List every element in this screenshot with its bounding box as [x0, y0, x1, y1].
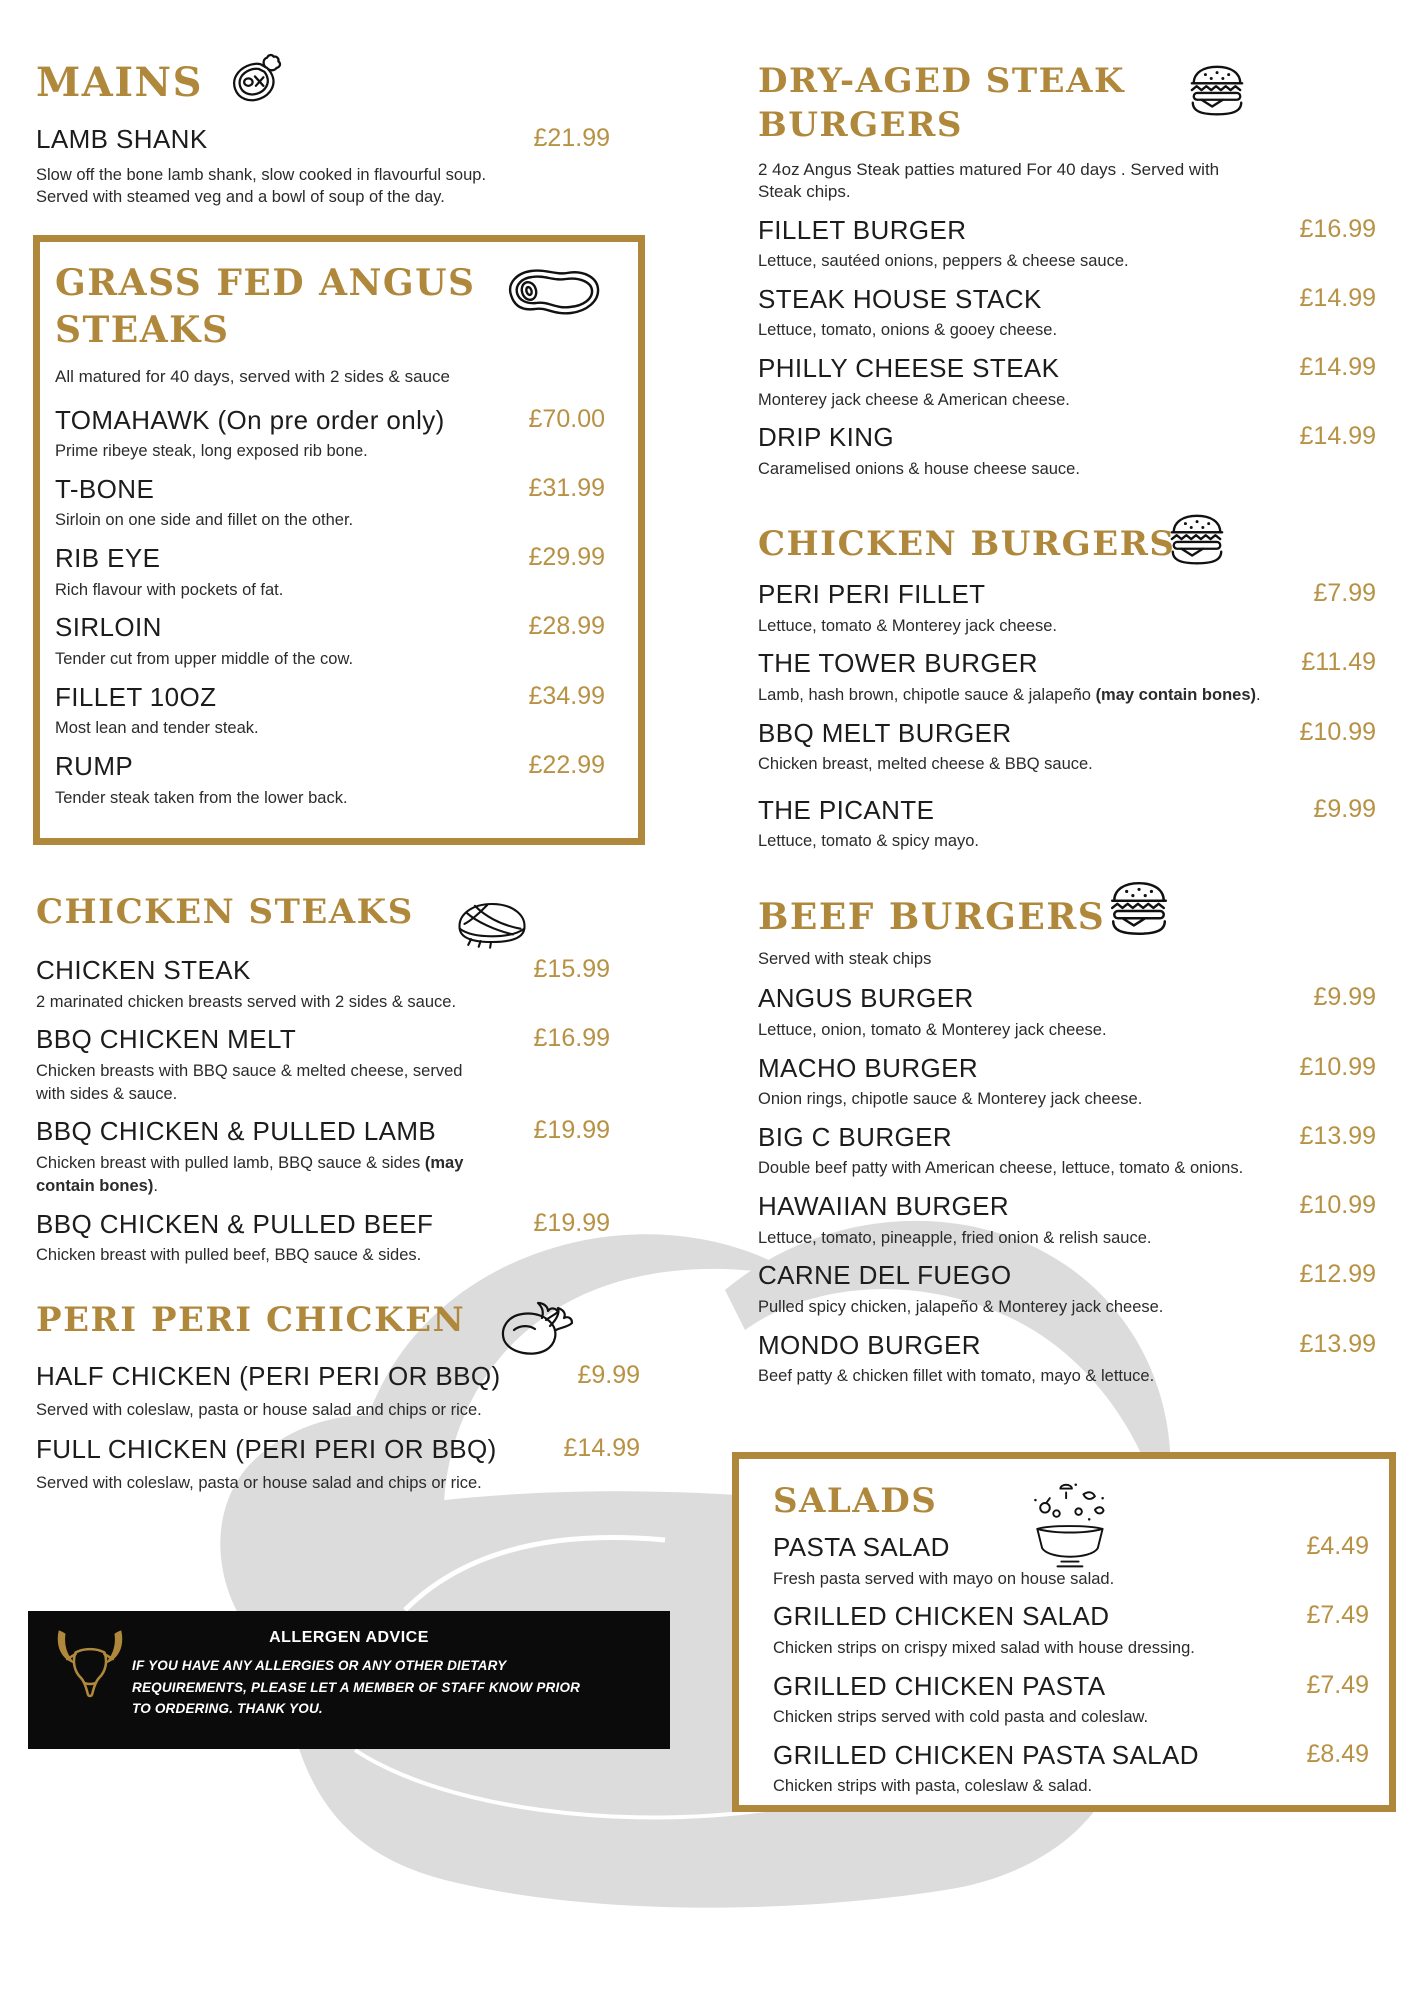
item-desc: Fresh pasta served with mayo on house salad.	[773, 1569, 1115, 1588]
item-price: £22.99	[528, 751, 605, 780]
item-name: THE PICANTE	[758, 794, 935, 825]
item-name: ANGUS BURGER	[758, 983, 974, 1014]
menu-item	[55, 681, 605, 740]
item-price: £14.99	[1299, 353, 1376, 382]
item-desc: Rich flavour with pockets of fat.	[55, 580, 284, 599]
menu-item	[36, 954, 648, 1013]
section-title-dry-aged: DRY-AGED STEAK BURGERS	[758, 61, 1126, 146]
section-title-beef-burgers: BEEF BURGERS	[758, 896, 1106, 938]
item-desc: Lettuce, onion, tomato & Monterey jack cheese.	[758, 1020, 1107, 1039]
item-price: £16.99	[1299, 214, 1376, 243]
item-name: BBQ CHICKEN & PULLED BEEF	[36, 1208, 434, 1239]
bull-logo-icon	[52, 1625, 128, 1705]
item-desc: Lettuce, tomato, pineapple, fried onion & relish sauce.	[758, 1228, 1152, 1247]
item-price: £14.99	[1299, 422, 1376, 451]
menu-item	[36, 123, 648, 209]
section-title-peri-peri: PERI PERI CHICKEN	[36, 1300, 466, 1340]
item-name: GRILLED CHICKEN SALAD	[773, 1601, 1110, 1632]
item-price: £12.99	[1299, 1260, 1376, 1289]
item-name: CARNE DEL FUEGO	[758, 1260, 1012, 1291]
menu-item	[758, 647, 1376, 706]
section-peri-peri-chicken	[36, 1288, 648, 1495]
item-name: FILLET 10OZ	[55, 681, 217, 712]
item-desc: Pulled spicy chicken, jalapeño & Monterey jack cheese.	[758, 1297, 1164, 1316]
allergen-body: IF YOU HAVE ANY ALLERGIES OR ANY OTHER DIETARY REQUIREMENTS, PLEASE LET A MEMBER OF STAFF KNOW PRIOR TO ORDERING. THANK YOU.	[132, 1658, 581, 1717]
item-name: BIG C BURGER	[758, 1121, 953, 1152]
item-desc: Caramelised onions & house cheese sauce.	[758, 459, 1080, 478]
menu-item	[758, 1052, 1376, 1111]
section-title-chicken-steaks: CHICKEN STEAKS	[36, 892, 414, 932]
item-name: HALF CHICKEN (PERI PERI OR BBQ)	[36, 1361, 501, 1392]
section-title-chicken-burgers: CHICKEN BURGERS	[758, 524, 1176, 564]
menu-item	[773, 1670, 1369, 1729]
menu-item	[55, 611, 605, 670]
item-price: £19.99	[533, 1208, 610, 1237]
item-desc: Prime ribeye steak, long exposed rib bone.	[55, 442, 368, 461]
item-price: £10.99	[1299, 1191, 1376, 1220]
item-name: GRILLED CHICKEN PASTA SALAD	[773, 1739, 1199, 1770]
item-desc: Most lean and tender steak.	[55, 719, 259, 738]
item-name: LAMB SHANK	[36, 124, 208, 154]
burger-icon	[1166, 512, 1228, 570]
item-desc: Lettuce, sautéed onions, peppers & cheese sauce.	[758, 252, 1129, 271]
item-price: £21.99	[533, 124, 610, 152]
ham-icon	[224, 53, 284, 113]
item-desc: Slow off the bone lamb shank, slow cooked in flavourful soup. Served with steamed veg and a bowl of soup of the day.	[36, 165, 487, 207]
salad-bowl-icon	[1023, 1479, 1115, 1575]
item-desc	[36, 1152, 501, 1198]
item-price: £70.00	[528, 404, 605, 433]
item-name: HAWAIIAN BURGER	[758, 1191, 1010, 1222]
item-name: MONDO BURGER	[758, 1329, 981, 1360]
item-name: PERI PERI FILLET	[758, 579, 986, 610]
item-desc: Chicken breasts with BBQ sauce & melted cheese, served with sides & sauce.	[36, 1061, 463, 1103]
menu-item	[758, 794, 1376, 853]
item-desc	[758, 684, 1376, 707]
item-name: T-BONE	[55, 473, 155, 504]
section-mains	[36, 45, 648, 209]
section-grass-fed-steaks	[33, 235, 645, 845]
section-subtitle: Served with steak chips	[758, 949, 932, 968]
section-chicken-steaks	[36, 880, 648, 1267]
item-price: £14.99	[1299, 283, 1376, 312]
item-desc-bold: (may contain bones)	[1095, 685, 1257, 704]
item-price: £9.99	[1313, 794, 1376, 823]
item-price: £16.99	[533, 1024, 610, 1053]
section-subtitle: 2 4oz Angus Steak patties matured For 40 days . Served with Steak chips.	[758, 160, 1220, 202]
menu-item	[36, 1115, 648, 1197]
item-desc: Chicken strips served with cold pasta and coleslaw.	[773, 1708, 1149, 1727]
burger-icon	[1106, 880, 1172, 940]
item-name: FILLET BURGER	[758, 214, 967, 245]
item-price: £19.99	[533, 1116, 610, 1145]
item-desc-text: Lamb, hash brown, chipotle sauce & jalapeño	[758, 685, 1096, 704]
item-name: FULL CHICKEN (PERI PERI OR BBQ)	[36, 1434, 497, 1465]
item-desc-bold: (may contain bones)	[36, 1153, 464, 1195]
item-desc: Beef patty & chicken fillet with tomato, mayo & lettuce.	[758, 1367, 1155, 1386]
item-desc: Onion rings, chipotle sauce & Monterey jack cheese.	[758, 1090, 1143, 1108]
item-desc: Double beef patty with American cheese, lettuce, tomato & onions.	[758, 1159, 1244, 1178]
item-name: RUMP	[55, 751, 134, 782]
item-name: RIB EYE	[55, 543, 161, 574]
item-price: £14.99	[563, 1434, 640, 1463]
section-dry-aged-burgers	[758, 45, 1376, 481]
item-name: CHICKEN STEAK	[36, 955, 251, 986]
menu-item	[55, 473, 605, 532]
section-chicken-burgers	[758, 508, 1376, 853]
menu-item	[36, 1433, 648, 1494]
menu-item	[773, 1739, 1369, 1798]
item-desc: Monterey jack cheese & American cheese.	[758, 390, 1070, 409]
item-name: PHILLY CHEESE STEAK	[758, 353, 1060, 384]
menu-item	[758, 1259, 1376, 1318]
menu-item	[36, 1360, 648, 1421]
menu-item	[55, 404, 605, 463]
item-desc: Chicken strips on crispy mixed salad with house dressing.	[773, 1638, 1195, 1657]
item-name: THE TOWER BURGER	[758, 648, 1038, 679]
menu-item	[758, 1329, 1376, 1388]
item-desc-text: .	[153, 1176, 158, 1195]
menu-item	[55, 542, 605, 601]
section-beef-burgers	[758, 880, 1376, 1388]
menu-item	[55, 750, 605, 809]
menu-item	[758, 214, 1376, 273]
menu-item	[773, 1600, 1369, 1659]
item-price: £29.99	[528, 543, 605, 572]
burger-icon	[1186, 63, 1248, 121]
item-price: £9.99	[1313, 983, 1376, 1012]
section-title-grass-fed: GRASS FED ANGUS STEAKS	[55, 262, 476, 351]
menu-item	[36, 1023, 648, 1105]
item-price: £4.49	[1306, 1532, 1369, 1561]
chicken-steak-icon	[454, 896, 530, 950]
section-title-mains: MAINS	[36, 59, 203, 106]
item-desc: Chicken strips with pasta, coleslaw & salad.	[773, 1777, 1093, 1796]
item-name: STEAK HOUSE STACK	[758, 283, 1042, 314]
menu-item	[758, 421, 1376, 480]
menu-item	[758, 578, 1376, 637]
item-price: £13.99	[1299, 1329, 1376, 1358]
item-price: £7.49	[1306, 1670, 1369, 1699]
menu-item	[758, 283, 1376, 342]
item-price: £11.49	[1301, 648, 1376, 677]
item-price: £8.49	[1306, 1739, 1369, 1768]
item-price: £7.99	[1313, 579, 1376, 608]
steak-icon	[503, 256, 603, 328]
item-price: £13.99	[1299, 1121, 1376, 1150]
menu-item	[758, 1190, 1376, 1249]
item-price: £7.49	[1306, 1601, 1369, 1630]
section-title-salads: SALADS	[773, 1481, 938, 1521]
section-subtitle: All matured for 40 days, served with 2 sides & sauce	[55, 366, 450, 386]
item-name: SIRLOIN	[55, 612, 162, 643]
item-name: BBQ MELT BURGER	[758, 717, 1012, 748]
item-desc-text: Chicken breast with pulled lamb, BBQ sauce & sides	[36, 1153, 425, 1172]
item-name: GRILLED CHICKEN PASTA	[773, 1670, 1106, 1701]
item-desc: Sirloin on one side and fillet on the other.	[55, 511, 354, 530]
item-desc: Served with coleslaw, pasta or house salad and chips or rice.	[36, 1400, 482, 1419]
item-desc: 2 marinated chicken breasts served with 2 sides & sauce.	[36, 992, 457, 1011]
menu-item	[758, 1121, 1376, 1180]
item-desc: Tender cut from upper middle of the cow.	[55, 649, 354, 668]
item-name: PASTA SALAD	[773, 1532, 950, 1563]
item-price: £31.99	[528, 473, 605, 502]
roast-chicken-icon	[494, 1300, 578, 1362]
allergen-title: ALLERGEN ADVICE	[269, 1629, 429, 1646]
item-desc: Served with coleslaw, pasta or house salad and chips or rice.	[36, 1473, 482, 1492]
item-desc: Lettuce, tomato, onions & gooey cheese.	[758, 321, 1058, 340]
item-price: £28.99	[528, 612, 605, 641]
item-desc: Lettuce, tomato & Monterey jack cheese.	[758, 616, 1057, 635]
menu-item	[36, 1208, 648, 1267]
item-price: £15.99	[533, 955, 610, 984]
item-name: BBQ CHICKEN MELT	[36, 1024, 297, 1055]
item-price: £10.99	[1299, 1052, 1376, 1081]
menu-item	[758, 352, 1376, 411]
item-price: £10.99	[1299, 717, 1376, 746]
item-desc-text: .	[1256, 685, 1261, 704]
item-name: BBQ CHICKEN & PULLED LAMB	[36, 1116, 437, 1147]
item-name: MACHO BURGER	[758, 1052, 979, 1083]
allergen-advice-box	[28, 1611, 670, 1749]
menu-item	[758, 982, 1376, 1041]
menu-item	[758, 717, 1376, 776]
item-name: DRIP KING	[758, 422, 895, 453]
section-salads	[732, 1452, 1396, 1812]
item-price: £34.99	[528, 681, 605, 710]
item-desc: Lettuce, tomato & spicy mayo.	[758, 832, 980, 851]
item-price: £9.99	[577, 1361, 640, 1390]
item-desc: Tender steak taken from the lower back.	[55, 788, 348, 807]
item-desc: Chicken breast, melted cheese & BBQ sauce.	[758, 755, 1093, 774]
item-name: TOMAHAWK (On pre order only)	[55, 404, 445, 435]
item-desc: Chicken breast with pulled beef, BBQ sauce & sides.	[36, 1246, 422, 1265]
